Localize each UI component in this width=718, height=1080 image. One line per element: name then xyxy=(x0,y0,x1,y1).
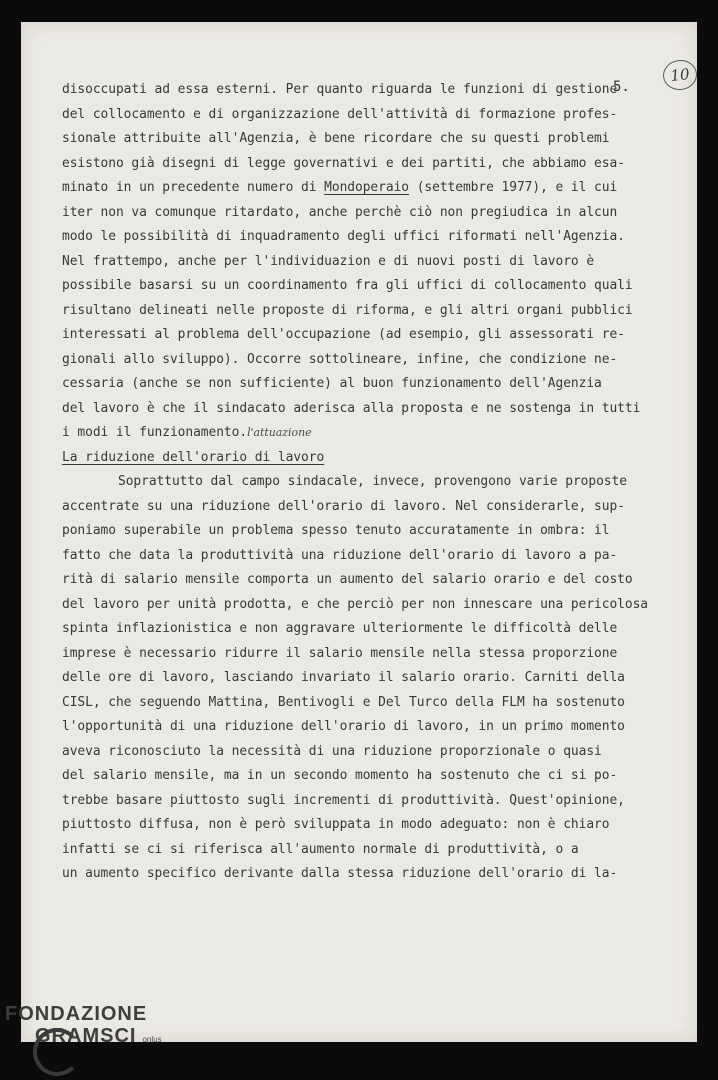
line-text: gionali allo sviluppo). Occorre sottolineare, infine, che condizione ne- xyxy=(62,351,618,367)
text-line xyxy=(62,323,672,348)
text-line xyxy=(62,789,672,814)
line-text: accentrate su una riduzione dell'orario di lavoro. Nel considerarle, sup- xyxy=(62,498,625,514)
text-line xyxy=(62,127,672,152)
line-text: iter non va comunque ritardato, anche perchè ciò non pregiudica in alcun xyxy=(62,204,618,220)
watermark-sub: onlus xyxy=(142,1035,162,1044)
text-line xyxy=(62,617,672,642)
text-line xyxy=(62,225,672,250)
section-heading-text: La riduzione dell'orario di lavoro xyxy=(62,449,325,465)
text-line xyxy=(62,201,672,226)
line-text: possibile basarsi su un coordinamento fra gli uffici di collocamento quali xyxy=(62,278,633,293)
text-line xyxy=(62,299,672,324)
watermark-line1: FONDAZIONE xyxy=(5,1003,148,1025)
text-line xyxy=(62,764,672,789)
archive-page-number: 10 xyxy=(662,58,699,91)
line-text: i modi il funzionamento. xyxy=(62,425,248,440)
watermark-logo-icon xyxy=(33,1028,81,1076)
line-text: imprese è necessario ridurre il salario mensile nella stessa proporzione xyxy=(62,645,618,661)
line-text: interessati al problema dell'occupazione (ad esempio, gli assessorati re- xyxy=(62,327,625,342)
line-text: poniamo superabile un problema spesso tenuto accuratamente in ombra: il xyxy=(62,523,610,538)
line-text: cessaria (anche se non sufficiente) al buon funzionamento dell'Agenzia xyxy=(62,376,602,391)
line-text: del lavoro è che il sindacato aderisca alla proposta e ne sostenga in tutti xyxy=(62,400,641,416)
underlined-title: Mondoperaio xyxy=(324,180,409,195)
line-text: modo le possibilità di inquadramento degli uffici riformati nell'Agenzia. xyxy=(62,229,625,244)
section-heading xyxy=(62,446,672,471)
text-line xyxy=(62,372,672,397)
line-text: (settembre 1977), e il cui xyxy=(409,180,618,195)
line-text: sionale attribuite all'Agenzia, è bene ricordare che su questi problemi xyxy=(62,131,610,146)
text-line xyxy=(62,397,672,422)
text-line xyxy=(62,176,672,201)
text-line xyxy=(62,715,672,740)
line-text: rità di salario mensile comporta un aumento del salario orario e del costo xyxy=(62,572,633,587)
text-line xyxy=(62,470,672,495)
text-line xyxy=(62,519,672,544)
page-number: 5. xyxy=(613,79,630,95)
watermark-line2: GRAMSCI xyxy=(35,1025,137,1047)
text-line xyxy=(62,838,672,863)
line-text: esistono già disegni di legge governativi e dei partiti, che abbiamo esa- xyxy=(62,155,625,171)
line-text: fatto che data la produttività una riduzione dell'orario di lavoro a pa- xyxy=(62,547,618,563)
fondazione-gramsci-watermark xyxy=(5,1003,162,1051)
text-line xyxy=(62,544,672,569)
text-line xyxy=(62,666,672,691)
text-line xyxy=(62,348,672,373)
line-text: trebbe basare piuttosto sugli incrementi di produttività. Quest'opinione, xyxy=(62,792,625,808)
text-line xyxy=(62,691,672,716)
text-line xyxy=(62,495,672,520)
text-line xyxy=(62,568,672,593)
text-line xyxy=(62,78,672,103)
text-line xyxy=(62,862,672,887)
text-line xyxy=(62,740,672,765)
line-text: del lavoro per unità prodotta, e che perciò per non innescare una pericolosa xyxy=(62,596,649,612)
text-line xyxy=(62,642,672,667)
line-text: minato in un precedente numero di xyxy=(62,180,325,195)
paragraph-first-line: Soprattutto dal campo sindacale, invece, provengono varie proposte xyxy=(118,474,627,489)
handwritten-correction: l'attuazione xyxy=(247,426,312,439)
line-text: spinta inflazionistica e non aggravare ulteriormente le difficoltà delle xyxy=(62,621,618,636)
text-line xyxy=(62,274,672,299)
line-text: Nel frattempo, anche per l'individuazion e di nuovi posti di lavoro è xyxy=(62,253,595,269)
typewritten-body xyxy=(62,78,672,887)
line-text: un aumento specifico derivante dalla stessa riduzione dell'orario di la- xyxy=(62,866,618,881)
line-text: infatti se ci si riferisca all'aumento normale di produttività, o a xyxy=(62,841,579,857)
line-text: CISL, che seguendo Mattina, Bentivogli e Del Turco della FLM ha sostenuto xyxy=(62,694,625,710)
text-line xyxy=(62,813,672,838)
line-text: risultano delineati nelle proposte di riforma, e gli altri organi pubblici xyxy=(62,302,633,318)
line-text: del salario mensile, ma in un secondo momento ha sostenuto che ci si po- xyxy=(62,768,618,783)
line-text: disoccupati ad essa esterni. Per quanto riguarda le funzioni di gestione xyxy=(62,82,618,97)
line-text: l'opportunità di una riduzione dell'orario di lavoro, in un primo momento xyxy=(62,719,625,734)
line-text: aveva riconosciuto la necessità di una riduzione proporzionale o quasi xyxy=(62,743,602,759)
text-line xyxy=(62,250,672,275)
text-line xyxy=(62,152,672,177)
text-line xyxy=(62,593,672,618)
line-text: del collocamento e di organizzazione dell'attività di formazione profes- xyxy=(62,106,618,122)
text-line xyxy=(62,421,672,446)
line-text: piuttosto diffusa, non è però sviluppata in modo adeguato: non è chiaro xyxy=(62,817,610,832)
line-text: delle ore di lavoro, lasciando invariato il salario orario. Carniti della xyxy=(62,670,625,685)
text-line xyxy=(62,103,672,128)
